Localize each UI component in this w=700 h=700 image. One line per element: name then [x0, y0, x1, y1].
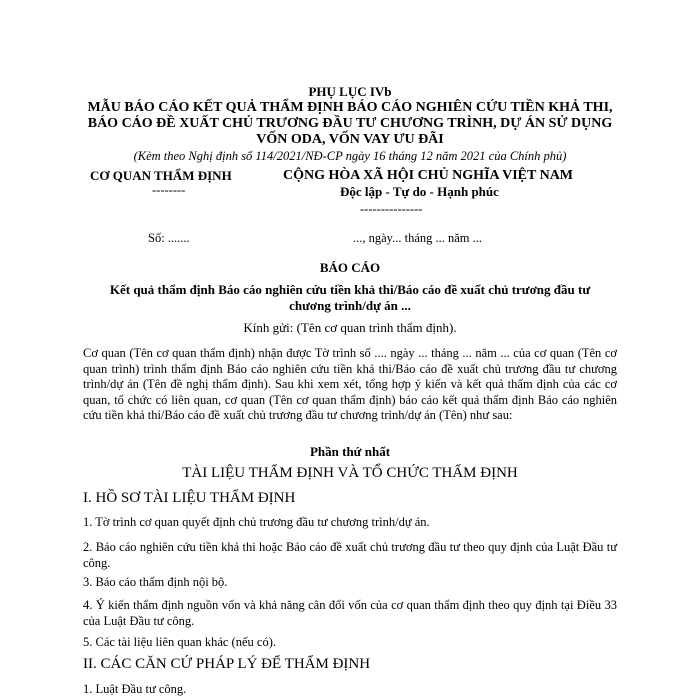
document-number: Số: ....... [148, 231, 190, 245]
agency-divider: -------- [152, 183, 186, 197]
report-subtitle-line-1: Kết quả thẩm định Báo cáo nghiên cứu tiền khả thi/Báo cáo đề xuất chủ trương đầu tư [109, 282, 591, 297]
list-item: 1. Luật Đầu tư công. [83, 682, 187, 696]
greeting: Kính gửi: (Tên cơ quan trình thẩm định). [243, 320, 457, 335]
appendix-label: PHỤ LỤC IVb [308, 84, 392, 99]
list-item: 2. Báo cáo nghiên cứu tiền khả thi hoặc Báo cáo đề xuất chủ trương đầu tư theo quy định của Luật Đầu tư công. [83, 540, 617, 570]
list-item: 4. Ý kiến thẩm định nguồn vốn và khả năng cân đối vốn của cơ quan thẩm định theo quy định tại Điều 33 của Luật Đầu tư công. [83, 598, 617, 628]
list-item: 1. Tờ trình cơ quan quyết định chủ trương đầu tư chương trình/dự án. [83, 515, 430, 529]
list-item: 5. Các tài liệu liên quan khác (nếu có). [83, 635, 276, 649]
document-title-line-3: VỐN ODA, VỐN VAY ƯU ĐÃI [256, 132, 444, 147]
national-motto: Độc lập - Tự do - Hạnh phúc [340, 184, 499, 199]
document-title-line-1: MẪU BÁO CÁO KẾT QUẢ THẨM ĐỊNH BÁO CÁO NGHIÊN CỨU TIỀN KHẢ THI, [87, 100, 613, 115]
motto-divider: --------------- [360, 202, 423, 216]
agency-name: CƠ QUAN THẨM ĐỊNH [90, 168, 232, 183]
decree-note: (Kèm theo Nghị định số 114/2021/NĐ-CP ngày 16 tháng 12 năm 2021 của Chính phủ) [133, 149, 567, 163]
section-heading-2: II. CÁC CĂN CỨ PHÁP LÝ ĐỂ THẨM ĐỊNH [83, 656, 371, 672]
date-line: ..., ngày... tháng ... năm ... [353, 231, 483, 245]
intro-paragraph: Cơ quan (Tên cơ quan thẩm định) nhận được Tờ trình số .... ngày ... tháng ... năm ... của cơ quan (Tên cơ quan trình) trình thẩm định Báo cáo nghiên cứu tiền khả thi/Báo cáo đề xuất chủ trương đầu tư chương trình/dự án (Tên đề nghị thẩm định). Sau khi xem xét, tổng hợp ý kiến và kết quả thẩm định của các cơ quan, tổ chức có liên quan, cơ quan (Tên cơ quan thẩm định) báo cáo kết quả thẩm định Báo cáo nghiên cứu tiền khả thi/Báo cáo đề xuất chủ trương đầu tư chương trình/dự án (Tên) như sau: [83, 346, 617, 423]
national-title: CỘNG HÒA XÃ HỘI CHỦ NGHĨA VIỆT NAM [283, 168, 574, 183]
section-heading-1: I. HỒ SƠ TÀI LIỆU THẨM ĐỊNH [83, 490, 296, 506]
document-title-line-2: BÁO CÁO ĐỀ XUẤT CHỦ TRƯƠNG ĐẦU TƯ CHƯƠNG TRÌNH, DỰ ÁN SỬ DỤNG [87, 116, 613, 131]
list-item: 3. Báo cáo thẩm định nội bộ. [83, 575, 228, 589]
part-label: Phần thứ nhất [309, 444, 391, 459]
report-subtitle-line-2: chương trình/dự án ... [289, 298, 411, 313]
part-title: TÀI LIỆU THẨM ĐỊNH VÀ TỔ CHỨC THẨM ĐỊNH [182, 465, 518, 481]
report-title: BÁO CÁO [319, 260, 381, 275]
